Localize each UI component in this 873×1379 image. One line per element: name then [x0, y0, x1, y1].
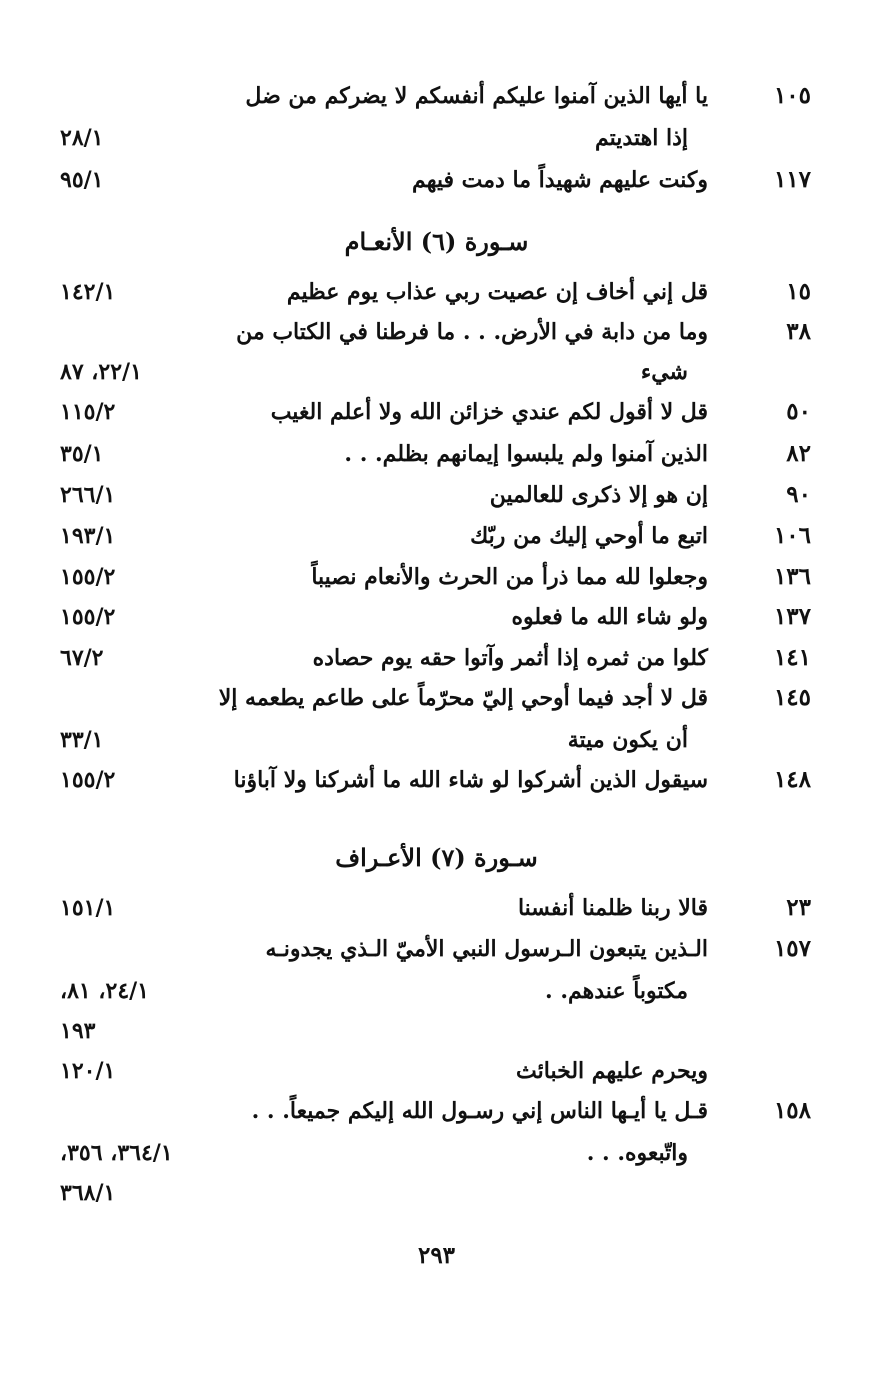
verse-number: ١٤٥ [773, 684, 811, 711]
verse-text: مكتوباً عندهم. . [545, 978, 688, 1004]
page-reference: ١٤٢/١ [60, 279, 116, 305]
verse-row [0, 638, 873, 678]
verse-row [0, 1051, 873, 1091]
verse-text: اتبع ما أوحي إليك من ربّك [470, 523, 708, 549]
verse-number: ١٤١ [773, 644, 811, 671]
verse-text: وما من دابة في الأرض. . . ما فرطنا في الكتاب من [236, 319, 708, 345]
verse-row [0, 557, 873, 597]
page-reference: ١١٥/٢ [60, 399, 116, 425]
page-reference: ٣٦٨/١ [60, 1180, 116, 1206]
verse-text: قـل يا أيـها الناس إني رسـول الله إليكم جميعاً. . . [251, 1098, 708, 1124]
page-reference: ١٢٠/١ [60, 1058, 116, 1084]
verse-row [0, 475, 873, 515]
verse-text: قل إني أخاف إن عصيت ربي عذاب يوم عظيم [286, 279, 708, 305]
page-reference: ١٥١/١ [60, 895, 116, 921]
verse-text: أن يكون ميتة [567, 727, 688, 753]
verse-number: ٨٢ [786, 440, 811, 467]
page-reference: ٣٣/١ [60, 727, 104, 753]
verse-number: ١٥٨ [773, 1097, 811, 1124]
page-reference: ١٩٣ [60, 1018, 96, 1044]
verse-text: ويحرم عليهم الخبائث [516, 1058, 708, 1084]
verse-number: ١٥٧ [773, 935, 811, 962]
page-reference: ٢٢/١، ٨٧ [60, 359, 142, 385]
verse-text: الـذين يتبعون الـرسول النبي الأميّ الـذي يجدونـه [265, 936, 708, 962]
surah-heading: سـورة (٦) الأنعـام [344, 227, 529, 256]
verse-row [0, 760, 873, 800]
verse-row [0, 392, 873, 432]
verse-number: ١٤٨ [773, 766, 811, 793]
verse-row [0, 929, 873, 969]
page-reference: ١٥٥/٢ [60, 767, 116, 793]
verse-text: الذين آمنوا ولم يلبسوا إيمانهم بظلم. . . [344, 441, 708, 467]
page-reference: ٦٧/٢ [60, 645, 104, 671]
verse-row [0, 76, 873, 116]
verse-text: إن هو إلا ذكرى للعالمين [489, 482, 708, 508]
page-reference: ١٥٥/٢ [60, 604, 116, 630]
verse-number: ٣٨ [786, 318, 811, 345]
verse-number: ١٠٥ [773, 82, 811, 109]
verse-row [0, 312, 873, 352]
verse-text: قالا ربنا ظلمنا أنفسنا [517, 895, 708, 921]
verse-row [0, 352, 873, 392]
verse-number: ٩٠ [786, 481, 811, 508]
verse-text: سيقول الذين أشركوا لو شاء الله ما أشركنا ولا آباؤنا [233, 767, 708, 793]
page-reference: ٩٥/١ [60, 167, 104, 193]
verse-number: ١٣٧ [773, 603, 811, 630]
verse-row [0, 118, 873, 158]
verse-text: يا أيها الذين آمنوا عليكم أنفسكم لا يضركم من ضل [245, 83, 708, 109]
verse-row [0, 1091, 873, 1131]
page-reference: ٢٦٦/١ [60, 482, 116, 508]
page-reference: ٢٨/١ [60, 125, 104, 151]
page-number: ٢٩٣ [417, 1242, 456, 1269]
surah-heading: سـورة (٧) الأعـراف [335, 843, 538, 872]
verse-number: ١٣٦ [773, 563, 811, 590]
verse-row [0, 516, 873, 556]
verse-row [0, 272, 873, 312]
verse-number: ٢٣ [786, 894, 811, 921]
verse-text: قل لا أجد فيما أوحي إليّ محرّماً على طاعم يطعمه إلا [218, 685, 708, 711]
verse-row [0, 678, 873, 718]
verse-number: ١١٧ [773, 166, 811, 193]
verse-text: شيء [640, 359, 688, 385]
verse-row [0, 971, 873, 1011]
verse-row [0, 1173, 873, 1213]
verse-text: كلوا من ثمره إذا أثمر وآتوا حقه يوم حصاده [312, 645, 708, 671]
page-reference: ٣٦٤/١، ٣٥٦، [60, 1140, 173, 1166]
page-reference: ٢٤/١، ٨١، [60, 978, 149, 1004]
verse-row [0, 1133, 873, 1173]
page-reference: ١٥٥/٢ [60, 564, 116, 590]
verse-text: واتّبعوه. . . [586, 1140, 688, 1166]
verse-row [0, 720, 873, 760]
verse-row [0, 160, 873, 200]
verse-text: إذا اهتديتم [595, 125, 688, 151]
verse-text: ولو شاء الله ما فعلوه [511, 604, 708, 630]
verse-number: ١٥ [786, 278, 811, 305]
verse-text: وجعلوا لله مما ذرأ من الحرث والأنعام نصيباً [311, 564, 708, 590]
verse-row [0, 888, 873, 928]
verse-number: ١٠٦ [773, 522, 811, 549]
verse-row [0, 1011, 873, 1051]
verse-text: وكنت عليهم شهيداً ما دمت فيهم [412, 167, 708, 193]
verse-row [0, 434, 873, 474]
verse-text: قل لا أقول لكم عندي خزائن الله ولا أعلم الغيب [270, 399, 708, 425]
page-reference: ١٩٣/١ [60, 523, 116, 549]
verse-number: ٥٠ [786, 398, 811, 425]
verse-row [0, 597, 873, 637]
page-reference: ٣٥/١ [60, 441, 104, 467]
